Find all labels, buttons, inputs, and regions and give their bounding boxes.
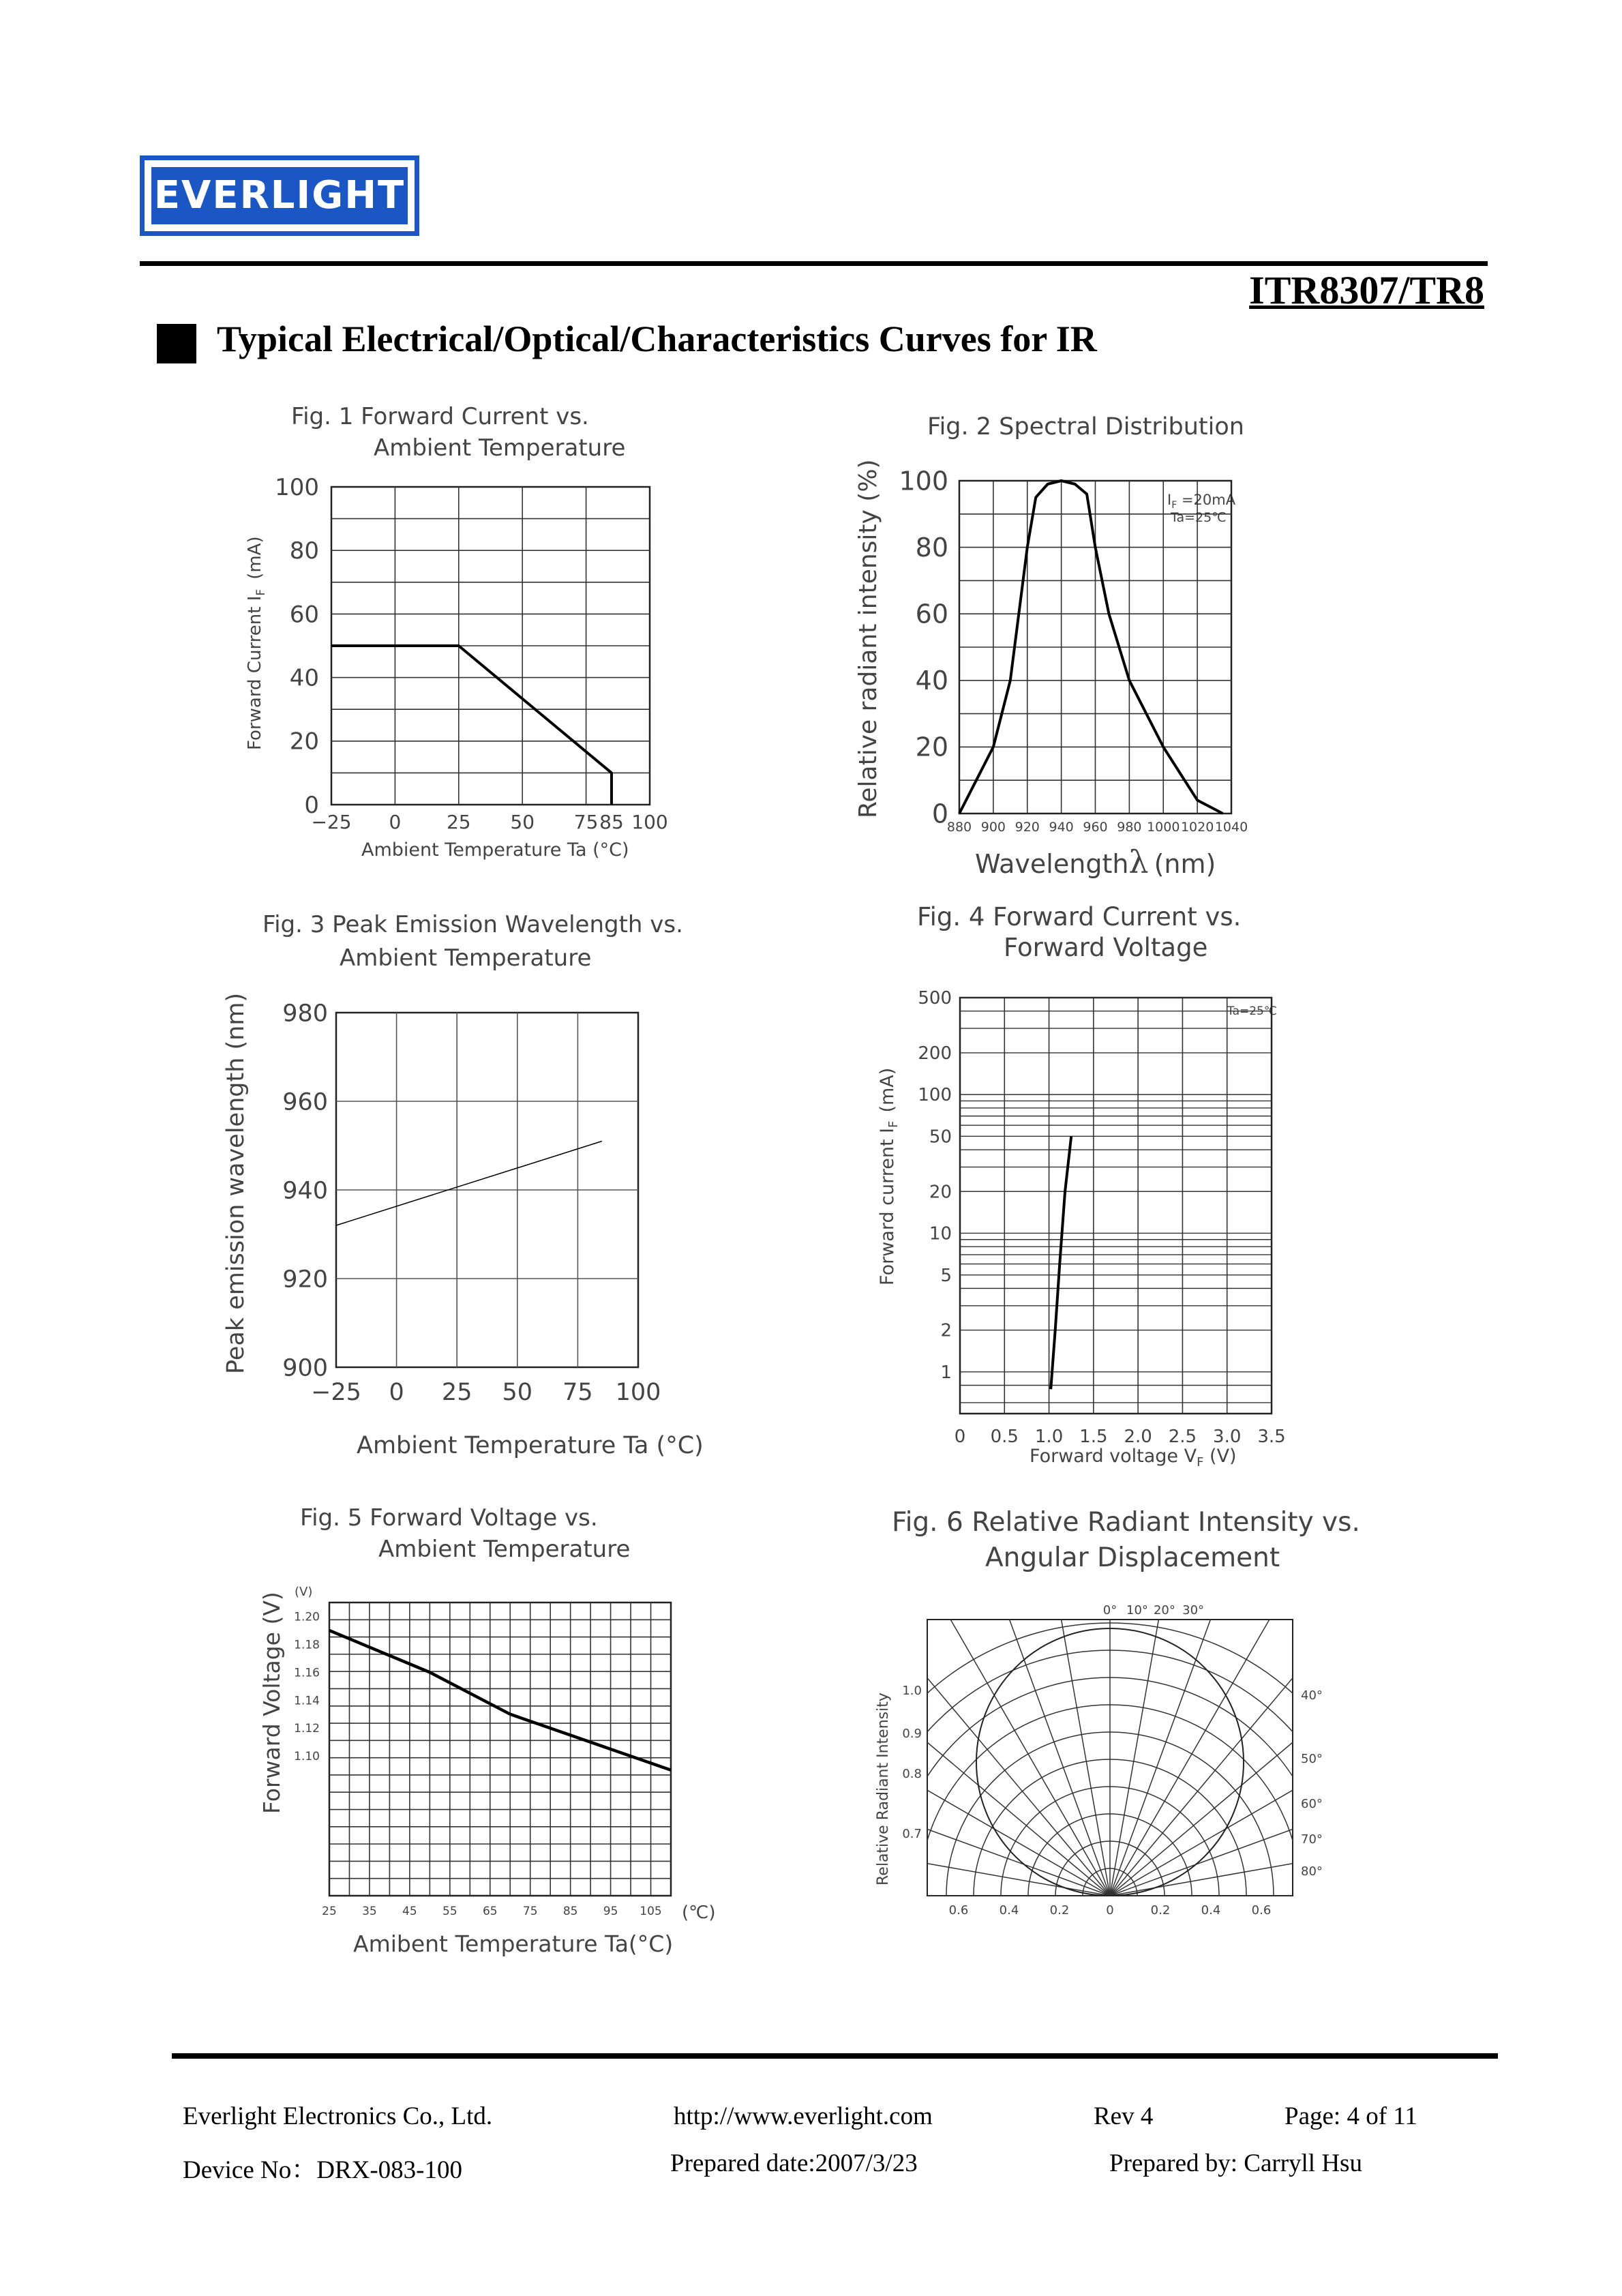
x-tick-label: 1.5 — [1079, 1427, 1108, 1447]
x-tick-label: 25 — [446, 811, 471, 833]
x-tick-label: 0.6 — [1251, 1903, 1272, 1918]
x-tick-label: 100 — [631, 811, 668, 833]
x-tick-label: 2.5 — [1168, 1427, 1197, 1447]
fig3-ticks — [282, 1000, 661, 1406]
y-tick-label: 920 — [282, 1266, 328, 1294]
x-tick-label: 100 — [615, 1379, 661, 1406]
header-rule — [140, 261, 1488, 266]
radial-label: 0.7 — [902, 1827, 922, 1841]
footer-url[interactable]: http://www.everlight.com — [674, 2102, 933, 2130]
fig4-xlabel: Forward voltage $V_F$ (V) — [1030, 1446, 1237, 1470]
x-tick-label: 880 — [946, 820, 972, 835]
fig3-title-1: Fig. 3 Peak Emission Wavelength vs. — [262, 911, 683, 938]
everlight-logo — [140, 155, 419, 236]
x-tick-label: 85 — [599, 811, 624, 833]
x-tick-label: −25 — [311, 1379, 361, 1406]
y-tick-label: 1.16 — [294, 1666, 320, 1680]
fig4-grid — [960, 998, 1272, 1414]
y-tick-label: 80 — [289, 537, 319, 565]
section-title: Typical Electrical/Optical/Characteristics Curves for IR — [217, 318, 1097, 359]
fig1-title-2: Ambient Temperature — [374, 434, 626, 462]
x-tick-label: 50 — [502, 1379, 533, 1406]
model-number: ITR8307/TR8 — [1249, 268, 1484, 312]
y-tick-label: 60 — [289, 601, 319, 629]
fig4-ylabel: Forward current $I_F(mA)$ — [877, 1067, 901, 1285]
footer-rule — [172, 2053, 1498, 2059]
x-tick-label: 960 — [1083, 820, 1108, 835]
y-tick-label: 20 — [289, 728, 319, 756]
fig3-grid — [336, 1013, 638, 1367]
angle-label: 20° — [1153, 1603, 1175, 1617]
x-tick-label: 75 — [562, 1379, 593, 1406]
fig6-chart — [866, 1497, 1384, 1988]
x-tick-label: 95 — [603, 1905, 618, 1918]
fig3-marks — [336, 1142, 602, 1226]
x-tick-label: 1020 — [1180, 820, 1214, 835]
fig6-title-1: Fig. 6 Relative Radiant Intensity vs. — [892, 1507, 1360, 1538]
fig3-chart — [208, 904, 726, 1470]
fig1-ticks — [275, 474, 668, 833]
x-tick-label: 25 — [322, 1905, 337, 1918]
x-tick-label: 940 — [1049, 820, 1074, 835]
radial-label: 0.8 — [902, 1767, 922, 1781]
y-tick-label: 1.10 — [294, 1750, 320, 1764]
y-tick-label: 980 — [282, 1000, 328, 1028]
x-tick-label: 0.4 — [1201, 1903, 1221, 1918]
fig5-title-1: Fig. 5 Forward Voltage vs. — [300, 1504, 598, 1532]
x-tick-label: 50 — [510, 811, 535, 833]
fig2-title: Fig. 2 Spectral Distribution — [927, 413, 1244, 441]
y-tick-label: 80 — [915, 532, 948, 563]
x-tick-label: 3.5 — [1257, 1427, 1286, 1447]
y-tick-label: 40 — [289, 664, 319, 692]
x-tick-label: 980 — [1117, 820, 1142, 835]
x-tick-label: 2.0 — [1124, 1427, 1152, 1447]
y-tick-label: 960 — [282, 1088, 328, 1116]
x-tick-label: 0.4 — [999, 1903, 1019, 1918]
x-tick-label: 45 — [402, 1905, 417, 1918]
x-tick-label: 75 — [522, 1905, 538, 1918]
footer-rev: Rev 4 — [1094, 2102, 1154, 2130]
fig2-ylabel: Relative radiant intensity (%) — [854, 459, 882, 818]
polar-grid-inner — [701, 1487, 1519, 2168]
x-tick-label: 3.0 — [1213, 1427, 1242, 1447]
y-tick-label: 0 — [304, 791, 319, 819]
fig1-xlabel: Ambient Temperature Ta (°C) — [361, 839, 629, 861]
series-line — [329, 1630, 671, 1770]
x-tick-label: 25 — [441, 1379, 472, 1406]
section-bullet — [157, 324, 196, 363]
y-tick-label: 100 — [275, 473, 319, 501]
y-tick-label: 60 — [915, 599, 948, 629]
plot-frame — [329, 1602, 671, 1896]
fig5-ylabel: Forward Voltage (V) — [258, 1592, 285, 1814]
x-tick-label: −25 — [311, 811, 352, 833]
fig5-xlabel: Amibent Temperature Ta(°C) — [353, 1930, 674, 1957]
x-tick-label: 920 — [1015, 820, 1040, 835]
fig5-y-unit: (V) — [295, 1585, 313, 1599]
fig1-ylabel: Forward Current $I_F(mA)$ — [245, 536, 268, 750]
y-tick-label: 10 — [929, 1223, 952, 1244]
x-tick-label: 75 — [573, 811, 599, 833]
y-tick-label: 1.12 — [294, 1722, 320, 1736]
fig5-title-2: Ambient Temperature — [378, 1536, 631, 1563]
fig4-title-1: Fig. 4 Forward Current vs. — [917, 902, 1242, 931]
y-tick-label: 100 — [899, 466, 948, 496]
fig5-chart — [245, 1497, 736, 1974]
x-tick-label: 0 — [1106, 1903, 1114, 1918]
x-tick-label: 1000 — [1147, 820, 1180, 835]
y-tick-label: 1.14 — [294, 1694, 320, 1708]
angle-label: 50° — [1301, 1752, 1323, 1766]
y-tick-label: 940 — [282, 1177, 328, 1205]
polar-ray — [1110, 1541, 1315, 1896]
y-tick-label: 0 — [931, 799, 948, 829]
fig2-xlabel: Wavelengthλ (nm) — [975, 844, 1216, 880]
fig2-legend-1: $I_F =20mA$ — [1167, 492, 1236, 511]
footer-page: Page: 4 of 11 — [1285, 2102, 1417, 2130]
fig4-title-2: Forward Voltage — [1004, 933, 1208, 962]
x-tick-label: 0.2 — [1049, 1903, 1070, 1918]
fig3-xlabel: Ambient Temperature Ta (°C) — [357, 1432, 704, 1459]
fig3-title-2: Ambient Temperature — [340, 944, 592, 972]
y-tick-label: 5 — [940, 1265, 952, 1286]
polar-ray — [1110, 1691, 1465, 1896]
series-line — [336, 1142, 602, 1226]
y-tick-label: 900 — [282, 1354, 328, 1382]
fig5-grid — [329, 1602, 671, 1896]
fig4-ticks — [918, 988, 1285, 1447]
angle-label: 30° — [1182, 1603, 1205, 1617]
x-tick-label: 0.6 — [948, 1903, 969, 1918]
x-tick-label: 900 — [980, 820, 1006, 835]
x-tick-label: 0 — [389, 1379, 404, 1406]
angle-label: 60° — [1301, 1797, 1323, 1811]
x-tick-label: 35 — [362, 1905, 377, 1918]
fig2-legend-2: Ta=25℃ — [1171, 510, 1227, 525]
y-tick-label: 20 — [915, 732, 948, 762]
radial-label: 0.9 — [902, 1727, 922, 1741]
fig5-marks — [329, 1630, 671, 1770]
fig5-x-unit: (℃) — [682, 1903, 716, 1923]
x-tick-label: 0 — [389, 811, 402, 833]
angle-label: 80° — [1301, 1864, 1323, 1879]
y-tick-label: 40 — [915, 666, 948, 696]
x-tick-label: 85 — [562, 1905, 578, 1918]
x-tick-label: 105 — [640, 1905, 662, 1918]
fig2-grid — [959, 481, 1231, 814]
fig1-chart — [218, 396, 709, 873]
fig6-grid — [701, 1487, 1519, 2168]
fig2-chart — [845, 406, 1336, 897]
fig1-title-1: Fig. 1 Forward Current vs. — [291, 403, 589, 430]
fig4-marks — [1051, 1136, 1071, 1389]
y-tick-label: 50 — [929, 1127, 952, 1148]
fig4-legend: Ta=25℃ — [1227, 1004, 1277, 1018]
x-tick-label: 1040 — [1214, 820, 1248, 835]
y-tick-label: 200 — [918, 1043, 952, 1064]
footer-prepared-date: Prepared date:2007/3/23 — [670, 2149, 918, 2177]
y-tick-label: 100 — [918, 1085, 952, 1106]
x-tick-label: 0 — [954, 1427, 966, 1447]
fig6-title-2: Angular Displacement — [985, 1542, 1280, 1573]
series-line — [1051, 1136, 1071, 1389]
y-tick-label: 1 — [940, 1362, 952, 1383]
y-tick-label: 1.20 — [294, 1610, 320, 1624]
x-tick-label: 65 — [482, 1905, 498, 1918]
x-tick-label: 0.5 — [990, 1427, 1019, 1447]
y-tick-label: 20 — [929, 1182, 952, 1203]
fig1-marks — [331, 646, 612, 805]
x-tick-label: 0.2 — [1150, 1903, 1171, 1918]
polar-ray — [905, 1541, 1110, 1896]
angle-label: 0° — [1102, 1603, 1117, 1617]
angle-label: 40° — [1301, 1688, 1323, 1703]
series-line — [331, 646, 612, 805]
y-tick-label: 1.18 — [294, 1638, 320, 1652]
y-tick-label: 500 — [918, 988, 952, 1009]
logo-text: EVERLIGHT — [151, 167, 408, 224]
fig6-ylabel: Relative Radiant Intensity — [875, 1693, 892, 1885]
radial-label: 1.0 — [902, 1684, 922, 1698]
plot-frame — [960, 998, 1272, 1414]
footer-company: Everlight Electronics Co., Ltd. — [183, 2102, 493, 2130]
fig4-chart — [862, 897, 1353, 1483]
angle-label: 70° — [1301, 1832, 1323, 1847]
y-tick-label: 2 — [940, 1320, 952, 1341]
angle-label: 10° — [1126, 1603, 1148, 1617]
x-tick-label: 55 — [442, 1905, 457, 1918]
footer-prepared-by: Prepared by: Carryll Hsu — [1109, 2149, 1362, 2177]
footer-device: Device No：DRX-083-100 — [183, 2156, 462, 2184]
fig3-ylabel: Peak emission wavelength (nm) — [222, 992, 250, 1374]
polar-ray — [755, 1691, 1110, 1896]
x-tick-label: 1.0 — [1034, 1427, 1064, 1447]
